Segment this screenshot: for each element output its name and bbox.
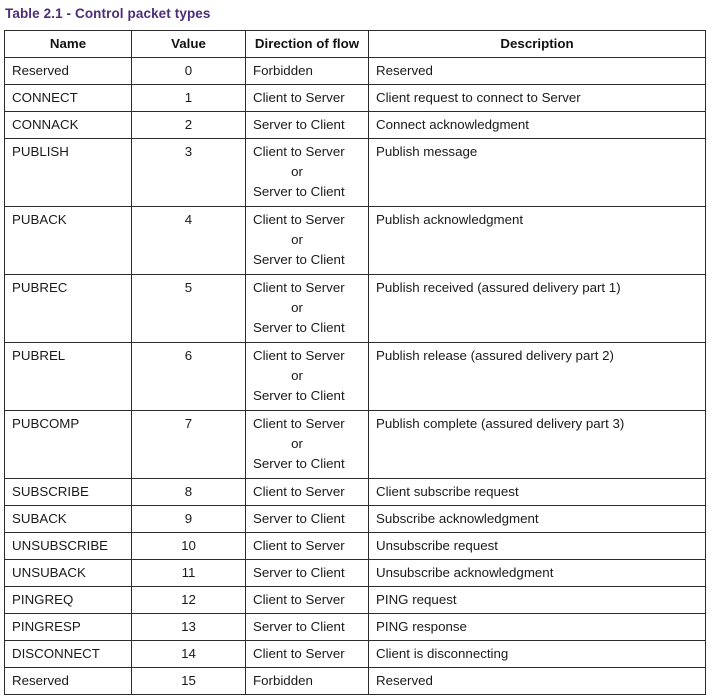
column-header-value: Value bbox=[132, 31, 246, 58]
table-row bbox=[5, 343, 706, 411]
packet-description-cell: Client subscribe request bbox=[369, 479, 706, 506]
table-row bbox=[5, 139, 706, 207]
direction-text: Client to Server bbox=[253, 280, 345, 295]
packet-direction-cell bbox=[246, 479, 369, 506]
direction-text: Forbidden bbox=[253, 673, 313, 688]
direction-text: Server to Client bbox=[253, 117, 345, 132]
packet-description-cell: Reserved bbox=[369, 668, 706, 695]
direction-text: Client to Server bbox=[253, 348, 345, 363]
table-row bbox=[5, 275, 706, 343]
direction-text: Client to Server bbox=[253, 416, 345, 431]
packet-direction-cell bbox=[246, 641, 369, 668]
packet-value-cell: 15 bbox=[132, 668, 246, 695]
packet-name-cell: PUBCOMP bbox=[5, 411, 132, 479]
control-packet-types-table bbox=[4, 30, 706, 695]
table-row bbox=[5, 207, 706, 275]
packet-name-cell: PUBLISH bbox=[5, 139, 132, 207]
packet-description-cell: Publish received (assured delivery part 1) bbox=[369, 275, 706, 343]
table-row bbox=[5, 506, 706, 533]
table-row bbox=[5, 112, 706, 139]
packet-description-cell: Reserved bbox=[369, 58, 706, 85]
packet-description-cell: Unsubscribe acknowledgment bbox=[369, 560, 706, 587]
packet-value-cell: 4 bbox=[132, 207, 246, 275]
table-row bbox=[5, 614, 706, 641]
column-header-description: Description bbox=[369, 31, 706, 58]
packet-name-cell: PUBREC bbox=[5, 275, 132, 343]
packet-value-cell: 5 bbox=[132, 275, 246, 343]
packet-direction-cell bbox=[246, 58, 369, 85]
table-row bbox=[5, 587, 706, 614]
direction-text: Client to Server bbox=[253, 592, 345, 607]
direction-text: Server to Client bbox=[253, 456, 345, 471]
packet-description-cell: Publish complete (assured delivery part 3) bbox=[369, 411, 706, 479]
table-row bbox=[5, 85, 706, 112]
packet-name-cell: PUBREL bbox=[5, 343, 132, 411]
direction-text: Client to Server bbox=[253, 646, 345, 661]
packet-value-cell: 9 bbox=[132, 506, 246, 533]
packet-value-cell: 0 bbox=[132, 58, 246, 85]
packet-name-cell: SUBACK bbox=[5, 506, 132, 533]
packet-direction-cell bbox=[246, 560, 369, 587]
direction-or-text: or bbox=[291, 232, 303, 247]
direction-or-text: or bbox=[291, 436, 303, 451]
table-row bbox=[5, 668, 706, 695]
packet-description-cell: PING request bbox=[369, 587, 706, 614]
packet-name-cell: UNSUBACK bbox=[5, 560, 132, 587]
packet-name-cell: DISCONNECT bbox=[5, 641, 132, 668]
packet-description-cell: Client request to connect to Server bbox=[369, 85, 706, 112]
packet-description-cell: Connect acknowledgment bbox=[369, 112, 706, 139]
direction-text: Server to Client bbox=[253, 252, 345, 267]
packet-name-cell: Reserved bbox=[5, 668, 132, 695]
packet-name-cell: CONNACK bbox=[5, 112, 132, 139]
packet-name-cell: SUBSCRIBE bbox=[5, 479, 132, 506]
packet-name-cell: CONNECT bbox=[5, 85, 132, 112]
direction-text: Client to Server bbox=[253, 90, 345, 105]
direction-or-text: or bbox=[291, 368, 303, 383]
packet-description-cell: Client is disconnecting bbox=[369, 641, 706, 668]
packet-description-cell: PING response bbox=[369, 614, 706, 641]
packet-description-cell: Publish acknowledgment bbox=[369, 207, 706, 275]
packet-value-cell: 6 bbox=[132, 343, 246, 411]
packet-direction-cell bbox=[246, 614, 369, 641]
packet-direction-cell bbox=[246, 411, 369, 479]
packet-name-cell: PUBACK bbox=[5, 207, 132, 275]
packet-direction-cell bbox=[246, 533, 369, 560]
packet-value-cell: 11 bbox=[132, 560, 246, 587]
packet-name-cell: PINGREQ bbox=[5, 587, 132, 614]
packet-description-cell: Publish release (assured delivery part 2) bbox=[369, 343, 706, 411]
packet-value-cell: 8 bbox=[132, 479, 246, 506]
direction-text: Server to Client bbox=[253, 565, 345, 580]
packet-value-cell: 2 bbox=[132, 112, 246, 139]
packet-name-cell: Reserved bbox=[5, 58, 132, 85]
direction-text: Server to Client bbox=[253, 184, 345, 199]
packet-description-cell: Unsubscribe request bbox=[369, 533, 706, 560]
packet-name-cell: UNSUBSCRIBE bbox=[5, 533, 132, 560]
direction-text: Server to Client bbox=[253, 320, 345, 335]
packet-description-cell: Subscribe acknowledgment bbox=[369, 506, 706, 533]
packet-value-cell: 10 bbox=[132, 533, 246, 560]
table-header-row bbox=[5, 31, 706, 58]
packet-value-cell: 3 bbox=[132, 139, 246, 207]
packet-direction-cell bbox=[246, 112, 369, 139]
packet-direction-cell bbox=[246, 275, 369, 343]
packet-description-cell: Publish message bbox=[369, 139, 706, 207]
packet-direction-cell bbox=[246, 343, 369, 411]
table-row bbox=[5, 411, 706, 479]
direction-text: Client to Server bbox=[253, 144, 345, 159]
packet-name-cell: PINGRESP bbox=[5, 614, 132, 641]
table-caption: Table 2.1 - Control packet types bbox=[5, 6, 211, 21]
packet-value-cell: 14 bbox=[132, 641, 246, 668]
packet-value-cell: 12 bbox=[132, 587, 246, 614]
direction-or-text: or bbox=[291, 300, 303, 315]
packet-direction-cell bbox=[246, 207, 369, 275]
packet-value-cell: 13 bbox=[132, 614, 246, 641]
table-row bbox=[5, 641, 706, 668]
table-row bbox=[5, 560, 706, 587]
packet-value-cell: 7 bbox=[132, 411, 246, 479]
table-row bbox=[5, 533, 706, 560]
direction-text: Client to Server bbox=[253, 484, 345, 499]
packet-direction-cell bbox=[246, 587, 369, 614]
direction-text: Server to Client bbox=[253, 388, 345, 403]
table-body bbox=[5, 58, 706, 695]
direction-text: Client to Server bbox=[253, 212, 345, 227]
packet-direction-cell bbox=[246, 139, 369, 207]
direction-text: Forbidden bbox=[253, 63, 313, 78]
direction-text: Server to Client bbox=[253, 511, 345, 526]
packet-value-cell: 1 bbox=[132, 85, 246, 112]
packet-direction-cell bbox=[246, 668, 369, 695]
table-row bbox=[5, 58, 706, 85]
column-header-name: Name bbox=[5, 31, 132, 58]
direction-text: Client to Server bbox=[253, 538, 345, 553]
column-header-direction: Direction of flow bbox=[246, 31, 369, 58]
direction-or-text: or bbox=[291, 164, 303, 179]
table-row bbox=[5, 479, 706, 506]
packet-direction-cell bbox=[246, 506, 369, 533]
packet-direction-cell bbox=[246, 85, 369, 112]
direction-text: Server to Client bbox=[253, 619, 345, 634]
